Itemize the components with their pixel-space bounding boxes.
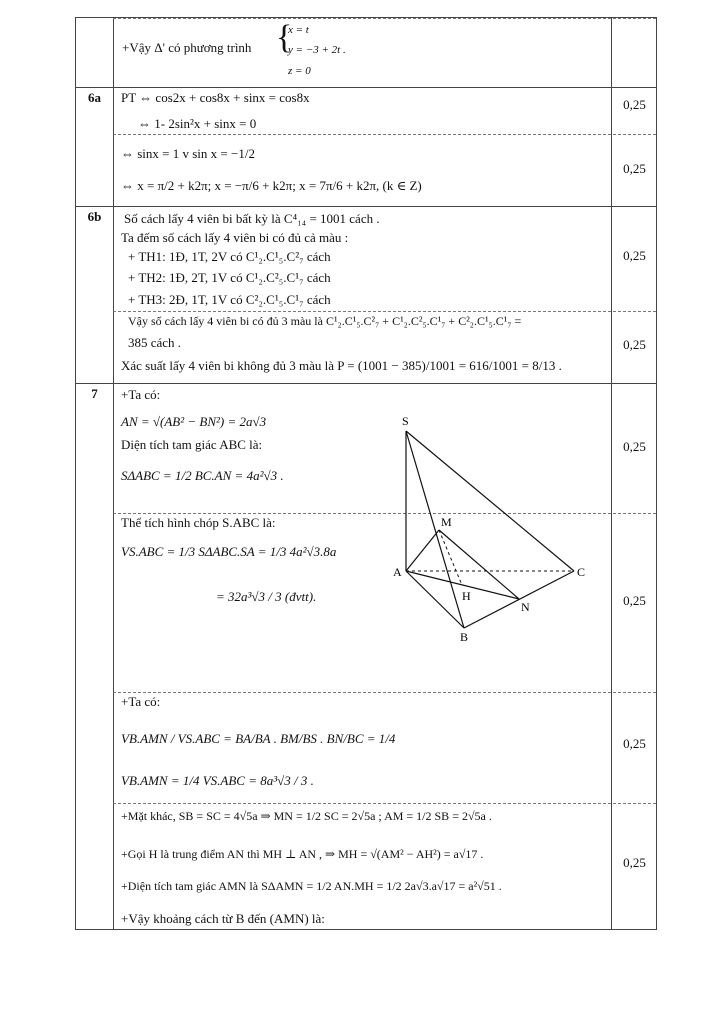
- q7-a2: AN = √(AB² − BN²) = 2a√3: [121, 414, 267, 429]
- row-label-6b: 6b: [87, 209, 102, 224]
- label-C: C: [577, 565, 586, 579]
- pyramid-diagram: [384, 403, 604, 644]
- q7-d3: +Diện tích tam giác AMN là SΔAMN = 1/2 AN.MH = 1/2 2a√3.a√17 = a²√51 .: [121, 879, 502, 893]
- label-N: N: [521, 600, 530, 614]
- q7-a3: Diện tích tam giác ABC là:: [121, 437, 263, 452]
- row-separator: [76, 383, 656, 384]
- q6b-line1: Số cách lấy 4 viên bi bất kỳ là C⁴₁₄ = 1001 cách .: [124, 211, 380, 226]
- q6b-th3: + TH3: 2Đ, 1T, 1V có C²₂.C¹₅.C¹₇ cách: [128, 292, 331, 307]
- edge-SB: [406, 431, 464, 628]
- dashed-separator: [113, 134, 656, 135]
- col-divider-score: [611, 18, 612, 929]
- q6b-line2: Ta đếm số cách lấy 4 viên bi có đủ cả màu :: [121, 230, 349, 245]
- q7-b2: VS.ABC = 1/3 SΔABC.SA = 1/3 4a²√3.8a: [121, 544, 337, 559]
- label-A: A: [393, 565, 402, 579]
- q7-d1: +Mặt khác, SB = SC = 4√5a ⇒ MN = 1/2 SC = 2√5a ; AM = 1/2 SB = 2√5a .: [121, 809, 492, 823]
- q7-d4: +Vậy khoảng cách từ B đến (AMN) là:: [121, 911, 325, 926]
- q7-c3: VB.AMN = 1/4 VS.ABC = 8a³√3 / 3 .: [121, 773, 314, 788]
- dashed-separator: [113, 692, 656, 693]
- q6b-th1: + TH1: 1Đ, 1T, 2V có C¹₂.C¹₅.C²₇ cách: [128, 249, 331, 264]
- q6b-line7: 385 cách .: [128, 335, 182, 350]
- label-H: H: [462, 589, 471, 603]
- dashed-separator: [113, 311, 656, 312]
- q6a-line2: ⇔ 1- 2sin²x + sinx = 0: [138, 116, 257, 131]
- q6b-th2: + TH2: 1Đ, 2T, 1V có C¹₂.C²₅.C¹₇ cách: [128, 270, 331, 285]
- system-eq: x = t: [288, 24, 309, 36]
- q7-a4: SΔABC = 1/2 BC.AN = 4a²√3 .: [121, 468, 284, 483]
- system-brace: {: [276, 19, 293, 56]
- q7-a1: +Ta có:: [121, 387, 161, 402]
- q7-c1: +Ta có:: [121, 694, 161, 709]
- row-label-6a: 6a: [88, 90, 101, 105]
- score-cell: 0,25: [623, 439, 646, 454]
- edge-AM: [406, 530, 439, 571]
- q6a-line4: ⇔ x = π/2 + k2π; x = −π/6 + k2π; x = 7π/6 + k2π, (k ∈ Z): [121, 178, 422, 193]
- system-eq: z = 0: [288, 65, 311, 77]
- dashed-separator: [113, 803, 656, 804]
- edge-BC: [464, 571, 574, 628]
- q6a-line1: PT ⇔ cos2x + cos8x + sinx = cos8x: [121, 90, 310, 105]
- score-cell: 0,25: [623, 855, 646, 870]
- q6b-line6: Vậy số cách lấy 4 viên bi có đủ 3 màu là C¹₂.C¹₅.C²₇ + C¹₂.C²₅.C¹₇ + C²₂.C¹₅.C¹₇ =: [128, 314, 522, 328]
- q7-b3: = 32a³√3 / 3 (đvtt).: [216, 589, 317, 604]
- score-cell: 0,25: [623, 593, 646, 608]
- q7-b1: Thể tích hình chóp S.ABC là:: [121, 515, 276, 530]
- score-cell: 0,25: [623, 161, 646, 176]
- score-cell: 0,25: [623, 736, 646, 751]
- q6a-line3: ⇔ sinx = 1 v sin x = −1/2: [121, 146, 255, 161]
- score-cell: 0,25: [623, 248, 646, 263]
- solution-table: [75, 17, 657, 930]
- top-dashed-border: [113, 18, 656, 19]
- top-text: +Vậy Δ' có phương trình: [122, 40, 252, 55]
- row-separator: [76, 87, 656, 88]
- label-B: B: [460, 630, 469, 644]
- q6b-line8: Xác suất lấy 4 viên bi không đủ 3 màu là P = (1001 − 385)/1001 = 616/1001 = 8/13 .: [121, 358, 562, 373]
- label-M: M: [441, 515, 452, 529]
- q7-c2: VB.AMN / VS.ABC = BA/BA . BM/BS . BN/BC = 1/4: [121, 731, 396, 746]
- score-cell: 0,25: [623, 97, 646, 112]
- edge-MH: [439, 530, 462, 585]
- row-label-7: 7: [91, 386, 98, 401]
- label-S: S: [402, 414, 409, 428]
- row-separator: [76, 206, 656, 207]
- col-divider-label: [113, 18, 114, 929]
- score-cell: 0,25: [623, 337, 646, 352]
- q7-d2: +Gọi H là trung điểm AN thì MH ⊥ AN , ⇒ MH = √(AM² − AH²) = a√17 .: [121, 847, 484, 861]
- system-eq: y = −3 + 2t .: [288, 44, 346, 56]
- edge-SC: [406, 431, 574, 571]
